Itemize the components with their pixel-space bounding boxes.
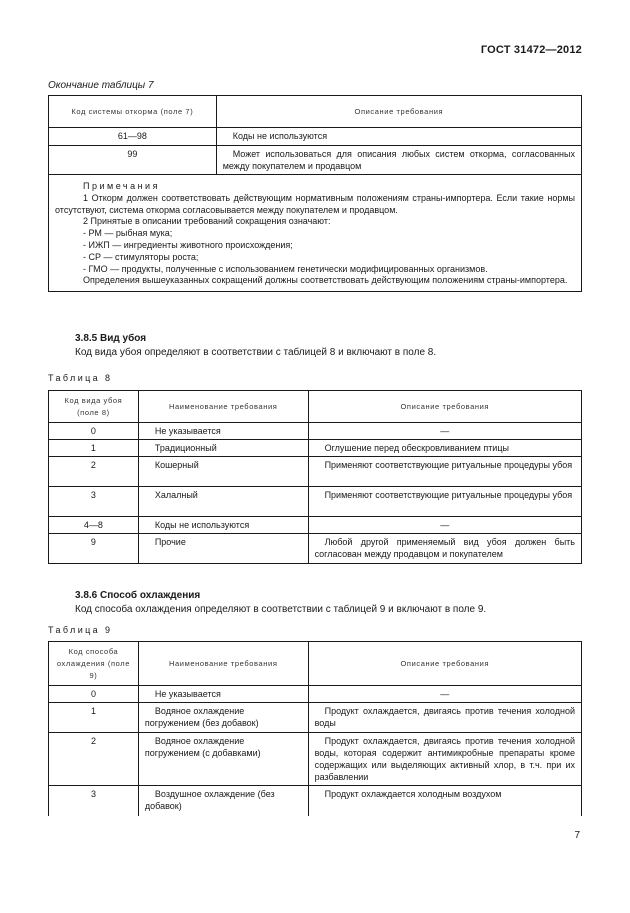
desc-cell: — (308, 423, 581, 440)
name-cell: Коды не используются (138, 517, 308, 534)
code-cell: 1 (49, 703, 139, 733)
desc-cell: — (308, 686, 581, 703)
column-header: Наименование требования (138, 642, 308, 686)
name-cell: Воздушное охлаждение (без добавок) (138, 786, 308, 816)
table-row (49, 487, 582, 517)
note-line: Определения вышеуказанных сокращений должны соответствовать действующим положениям страны-импортера. (83, 275, 568, 286)
note-line: - ГМО — продукты, полученные с использованием генетически модифицированных организмов. (83, 263, 488, 274)
page-number: 7 (574, 830, 580, 841)
table-row (49, 517, 582, 534)
code-cell: 3 (49, 786, 139, 816)
table-row (49, 786, 582, 816)
desc-cell: Оглушение перед обескровливанием птицы (308, 440, 581, 457)
desc-cell: Может использоваться для описания любых систем откорма, согласованных между покупателем и продавцом (216, 146, 581, 175)
table8-label: Таблица 8 (48, 373, 113, 383)
column-header: Описание требования (308, 642, 581, 686)
code-cell: 1 (49, 440, 139, 457)
section-heading-386: 3.8.6 Способ охлаждения (75, 590, 201, 601)
name-cell: Не указывается (138, 686, 308, 703)
name-cell: Традиционный (138, 440, 308, 457)
name-cell: Кошерный (138, 457, 308, 487)
name-cell: Водяное охлаждение погружением (без добавок) (138, 703, 308, 733)
table-9 (48, 641, 582, 816)
table-header-row (49, 96, 582, 128)
table-row (49, 440, 582, 457)
desc-cell: — (308, 517, 581, 534)
table-8 (48, 390, 582, 564)
table-row (49, 733, 582, 786)
section-heading-385: 3.8.5 Вид убоя (75, 333, 147, 344)
table-row (49, 146, 582, 175)
column-header: Код способа охлаждения (поле 9) (49, 642, 139, 686)
column-header: Описание требования (216, 96, 581, 128)
note-line: 2 Принятые в описании требований сокращения означают: (83, 216, 331, 227)
code-cell: 2 (49, 733, 139, 786)
desc-cell: Продукт охлаждается холодным воздухом (308, 786, 581, 816)
desc-cell: Продукт охлаждается, двигаясь против течения холодной воды (308, 703, 581, 733)
column-header: Описание требования (308, 391, 581, 423)
section-text-386: Код способа охлаждения определяют в соответствии с таблицей 9 и включают в поле 9. (75, 604, 487, 615)
desc-cell: Любой другой применяемый вид убоя должен быть согласован между продавцом и покупателем (308, 534, 581, 564)
column-header: Код вида убоя (поле 8) (49, 391, 139, 423)
code-cell: 2 (49, 457, 139, 487)
standard-id: ГОСТ 31472—2012 (480, 44, 582, 56)
name-cell: Не указывается (138, 423, 308, 440)
name-cell: Водяное охлаждение погружением (с добавками) (138, 733, 308, 786)
note-line: 1 Откорм должен соответствовать действующим нормативным положениям страны-импортера. Если такие нормы отсутствуют, система откорма согласовывается между покупателем и продавцом. (55, 192, 575, 215)
notes-cell (49, 175, 582, 292)
table-row (49, 457, 582, 487)
note-line: - ИЖП — ингредиенты животного происхождения; (83, 239, 293, 250)
table-row (49, 703, 582, 733)
table-row (49, 423, 582, 440)
code-cell: 61—98 (49, 128, 217, 146)
table9-label: Таблица 9 (48, 625, 113, 635)
desc-cell: Коды не используются (216, 128, 581, 146)
note-line: - СР — стимуляторы роста; (83, 251, 199, 262)
code-cell: 0 (49, 423, 139, 440)
name-cell: Халалный (138, 487, 308, 517)
column-header: Код системы откорма (поле 7) (49, 96, 217, 128)
code-cell: 99 (49, 146, 217, 175)
table-header-row (49, 391, 582, 423)
desc-cell: Применяют соответствующие ритуальные процедуры убоя (308, 457, 581, 487)
table-7 (48, 95, 582, 292)
table-row (49, 128, 582, 146)
table7-caption: Окончание таблицы 7 (48, 80, 154, 91)
notes-title: Примечания (83, 181, 160, 191)
table-row (49, 686, 582, 703)
section-text-385: Код вида убоя определяют в соответствии с таблицей 8 и включают в поле 8. (75, 347, 437, 358)
column-header: Наименование требования (138, 391, 308, 423)
desc-cell: Применяют соответствующие ритуальные процедуры убоя (308, 487, 581, 517)
table-row (49, 534, 582, 564)
code-cell: 0 (49, 686, 139, 703)
code-cell: 4—8 (49, 517, 139, 534)
desc-cell: Продукт охлаждается, двигаясь против течения холодной воды, которая содержит антимикробные препараты кроме содержащих или выделяющих активный хлор, в т.ч. при их разбавлении (308, 733, 581, 786)
code-cell: 3 (49, 487, 139, 517)
table-header-row (49, 642, 582, 686)
note-line: - РМ — рыбная мука; (83, 228, 173, 239)
name-cell: Прочие (138, 534, 308, 564)
code-cell: 9 (49, 534, 139, 564)
notes-row (49, 175, 582, 292)
